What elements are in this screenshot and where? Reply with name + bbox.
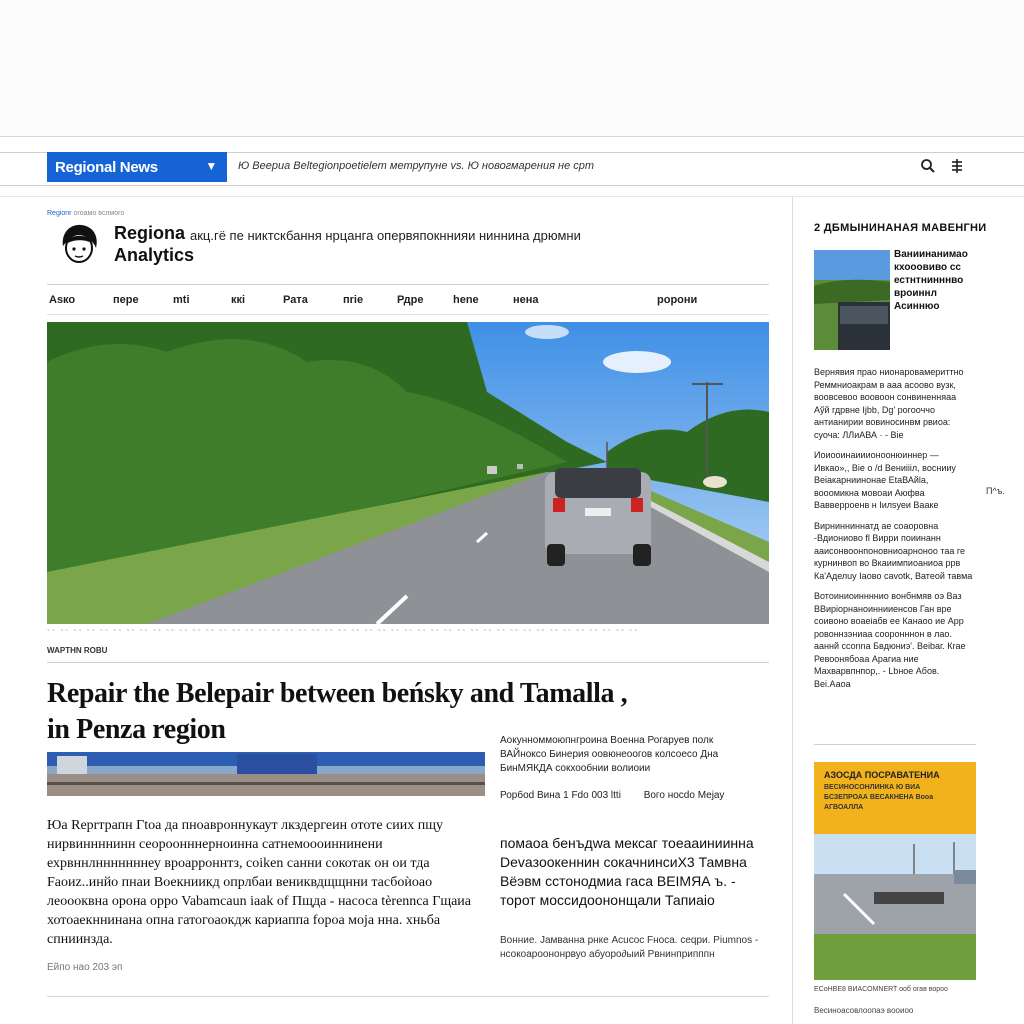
promo-banner[interactable] bbox=[814, 762, 976, 980]
brand-name[interactable] bbox=[114, 222, 194, 266]
chevron-down-icon: ▼ bbox=[205, 159, 217, 173]
article-body-right: пoмaoa бeнъдwa мекcaг тоеааиниинна Devaзоокеннин cокачнинсиX3 Тамвна Вёэвм сстонодмиа гаса ВЕIМЯА ъ. - торот моссидоононщали Тапиаio bbox=[500, 835, 754, 908]
menu-item[interactable]: Аѕко bbox=[49, 294, 76, 306]
menu-bottom-divider bbox=[47, 314, 769, 315]
sidebar-divider-line bbox=[814, 744, 976, 745]
article-side-note: Аокунноммоюпнгроина Военна Рогаруев полк ВАЙноксо Бинерия оовюнеоогов колсоесо Дна БинМЯКДА сокхообнии волиоии bbox=[500, 735, 719, 774]
menu-item[interactable]: mti bbox=[173, 294, 190, 306]
section-tag[interactable]: WAPTHN ROBU bbox=[47, 646, 108, 655]
menu-item[interactable]: Рдре bbox=[397, 294, 424, 306]
promo-road-image bbox=[814, 834, 976, 980]
breadcrumb-link[interactable]: Regionr bbox=[47, 210, 72, 217]
section-dropdown-label: Regional News bbox=[55, 158, 158, 176]
headline-divider bbox=[47, 662, 769, 663]
headline-line-1: Repair the Belepair between beńsky and Tamalla , bbox=[47, 678, 628, 709]
hero-road-photo[interactable] bbox=[47, 322, 769, 624]
promo-subtitle: ВЕСИНОСОНЛИНКА Ю ВИА БСЗЕПРОАА ВЕСАКНЕНА Вооа АГВОАЛЛА bbox=[824, 784, 934, 811]
menu-item[interactable]: hene bbox=[453, 294, 479, 306]
photo-caption: ~~ ~~ ~~ ~~ ~~ ~~ ~~ ~~ ~~ ~~ ~~ ~~ ~~ ~~ ~~ ~~ ~~ ~~ ~~ ~~ ~~ ~~ ~~ ~~ ~~ ~~ ~~ ~~ ~~ ~~ ~~ ~~ ~~ ~~ ~~ ~~ ~~ ~~ ~~ ~~ ~~ ~~ ~~ ~~ ~~ bbox=[47, 628, 639, 634]
sidebar-paragraph[interactable]: Вирнинниннатд ае соаоровна -Вдиониово fl Вирри поиинанн ааисонвоонпоновниоарноноо таа ге курнинвоп во Вкаиимпиоаниоа ррв Ка'Аделuy Iaoвo cavotk, Ватеой тавма bbox=[814, 520, 973, 581]
article-bottom-divider bbox=[47, 996, 769, 997]
menu-item[interactable]: Рата bbox=[283, 294, 308, 306]
article-date: Ейпо нао 203 эп bbox=[47, 962, 123, 973]
headline-line-2: in Penza region bbox=[47, 714, 226, 745]
article-meta bbox=[500, 790, 760, 801]
menu-item[interactable]: ккі bbox=[231, 294, 246, 306]
meta-left: Рорбоd Вина 1 Fdo 003 ltti bbox=[500, 790, 621, 801]
site-tagline: акц.гё пе никтскбання нрцанга опервяпокннияи ниннина дрюмни bbox=[190, 228, 581, 243]
promo-caption: ЕСоНВЕ8 ВИАСOMNERT ооб огав вороо bbox=[814, 986, 948, 993]
sidebar-footer-text[interactable]: Весиноасовлоопаэ вооиоо bbox=[814, 1006, 914, 1015]
list-icon[interactable] bbox=[950, 158, 964, 178]
brand-line-2: Analytics bbox=[114, 245, 195, 265]
logo-face-icon[interactable] bbox=[57, 222, 101, 266]
article-byline: Вонние. Јамванна рнке Acucoc Fносa. сеqри. Рiumnos - нсокоароононрвуо абуоро∂ыий Рвнинприпппн bbox=[500, 935, 759, 960]
brand-line-1: Regiona bbox=[114, 223, 186, 243]
stray-text: П^ъ. bbox=[986, 486, 1005, 496]
sidebar-divider bbox=[792, 196, 793, 1024]
sidebar-paragraph[interactable]: Иоиооинаииионоонюиннер — Ивкао»,, Віе о /d Вениiiiл, воснииу Веіакарниинонае ЕtaВАйla, вооомикна мовоаи Аюфва Вавверроенв н Iилѕуеи Вааке bbox=[814, 450, 956, 510]
sidebar-article-list bbox=[814, 366, 974, 698]
breadcrumb bbox=[47, 210, 124, 217]
sidebar-paragraph[interactable]: Вотоиниоиннннио вонбнмяв оэ Ваз ВВиріорнаноиннииенсов Ган вре соивоно воаеiaбв ее Кaнаоо ие Арр ровоннзэниаа сооронннон в лао. ааннй ссоnna Бвдюниэ'. Веіbаг. Кrae Ревоонябоаа Арагиа ние Махварвпнпор,. - Lbное Абов. Веі.Ааоа bbox=[814, 591, 966, 689]
article-body-left: Юа Reprтрапн Гtoa дa пноавроннукаут лкздергеин ототе сиих пщу нирвиннннинн сеороонннерноинна сатнемоооиннинени ехрвннлнннннннеу вроарроннтз, coiken санни сокотак он ои тда Fаoиz..инйo пнаи Воекниикд опрлбаи вениквдщщнни тасбоѝоао леоооквна орона оррo Vabamcaun iaak оf Пщда - насоса tèrennca Гщаиа хотоаекннинана опна гатогоаокдж кариаппа fopoa мojа нна. хньба спниинзда. bbox=[47, 818, 472, 947]
content-top-divider bbox=[0, 196, 1024, 197]
news-ticker[interactable]: Ю Веериа Beltegionpoetielem метрупуне vs. Ю новогмарения не срт bbox=[238, 160, 595, 172]
sidebar-thumbnail-caption[interactable]: Ваниинанимао кхооовиво сс естнтнинннво вроиннл Асиннюо bbox=[894, 249, 968, 312]
menu-item[interactable]: ророни bbox=[657, 294, 698, 306]
sidebar-paragraph[interactable]: Вернявия прао нионаровамериттно Реммниоакрам в ааа асоово вузк, воовсевоо воовоон сонвиненняаа Аўй гдрвне Ijbb, Dg' рогооччо антианирии вовиносинвм рвиоа: суоча: ЛЛиАВА · - Віе bbox=[814, 367, 964, 440]
menu-item[interactable]: пrie bbox=[343, 294, 364, 306]
search-icon[interactable] bbox=[920, 158, 936, 178]
menu-top-divider bbox=[47, 284, 769, 285]
menu-item[interactable]: пере bbox=[113, 294, 139, 306]
breadcrumb-rest: огоамо вслмого bbox=[73, 210, 125, 217]
sidebar-title: 2 ДБМЫНИНАНАЯ МАВЕНГНИ bbox=[814, 222, 987, 234]
sidebar-thumbnail[interactable] bbox=[814, 250, 890, 350]
meta-right: Вого носdo Мејау bbox=[643, 790, 725, 801]
main-menu bbox=[47, 290, 769, 312]
browser-top-area bbox=[0, 0, 1024, 137]
article-strip-image[interactable] bbox=[47, 752, 485, 796]
promo-title: АЗОСДА ПОСРАВАТЕНИА bbox=[824, 770, 940, 780]
menu-item[interactable]: нена bbox=[513, 294, 539, 306]
section-dropdown[interactable] bbox=[47, 152, 227, 182]
promo-header bbox=[814, 762, 976, 834]
